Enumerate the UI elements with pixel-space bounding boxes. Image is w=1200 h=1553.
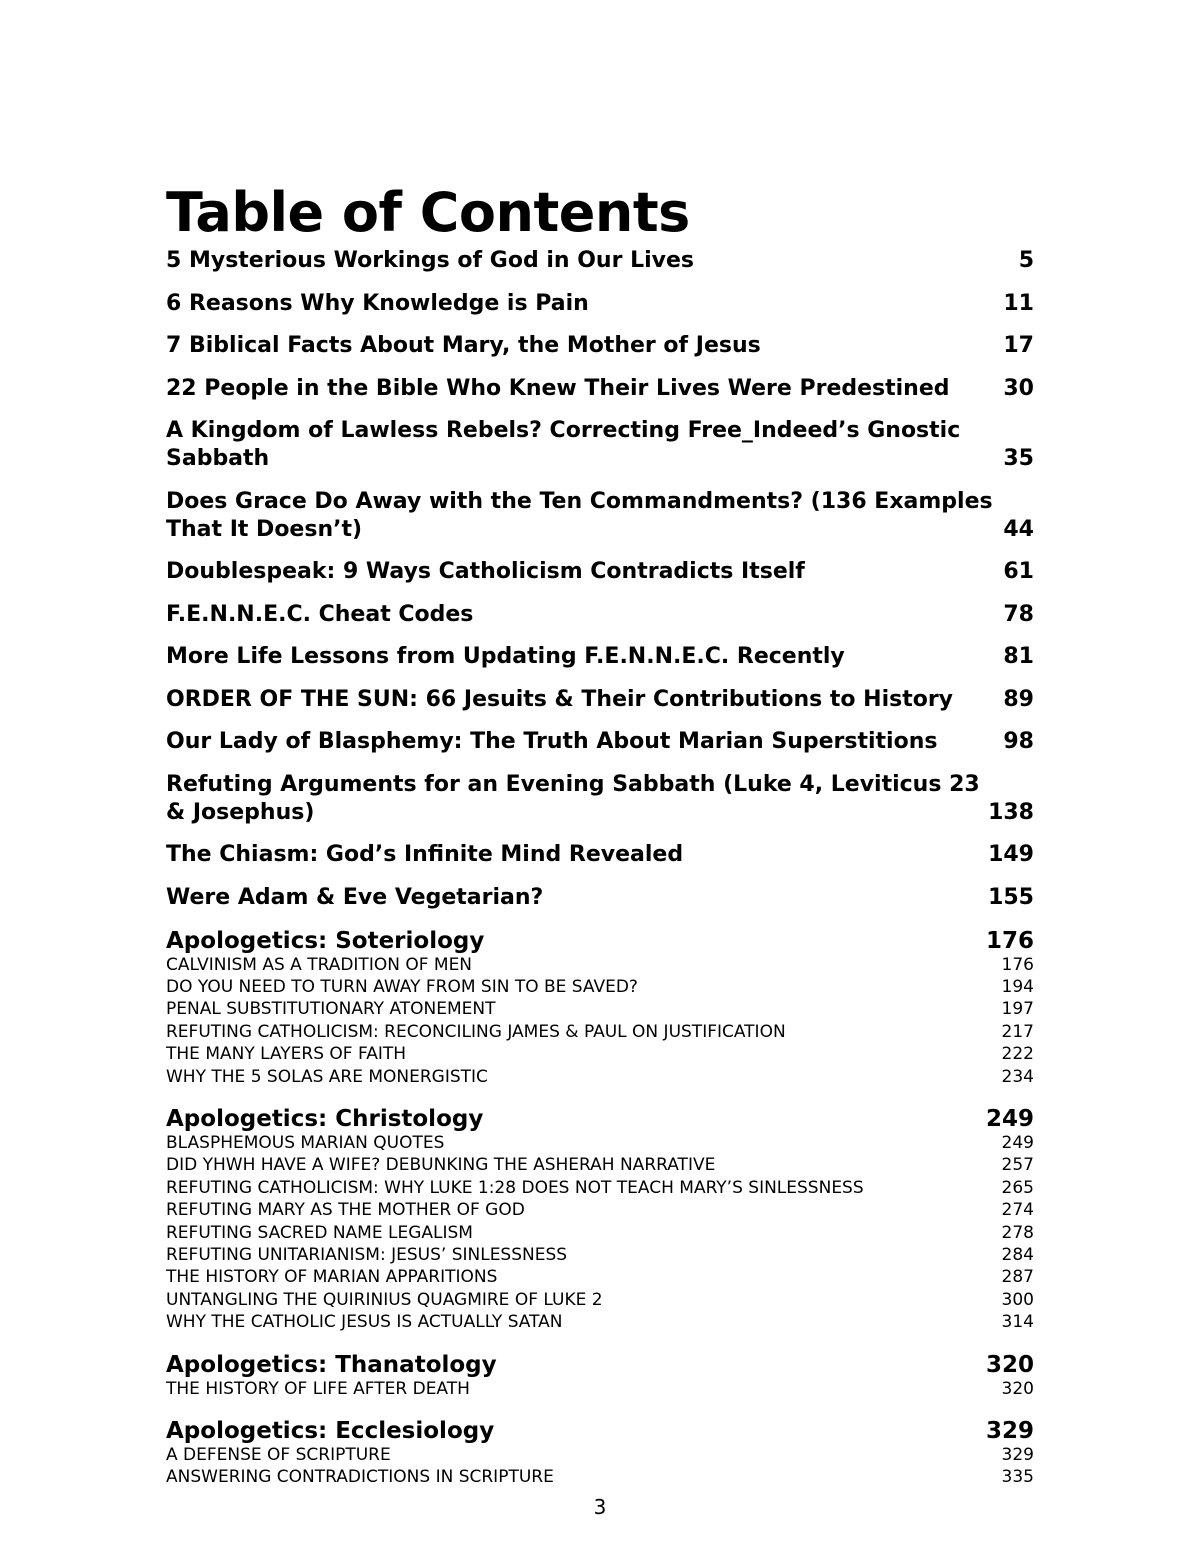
toc-subentry[interactable] <box>166 1043 1034 1065</box>
entry-title: Does Grace Do Away with the Ten Commandments? (136 Examples That It Doesn’t) <box>166 488 993 542</box>
entry-title: More Life Lessons from Updating F.E.N.N.E.C. Recently <box>166 644 845 669</box>
section-page: 320 <box>985 1351 1034 1378</box>
toc-subentry[interactable] <box>166 1066 1034 1088</box>
subentry-title: PENAL SUBSTITUTIONARY ATONEMENT <box>166 999 496 1020</box>
subentry-title: A DEFENSE OF SCRIPTURE <box>166 1445 391 1465</box>
entry-page: 61 <box>1003 559 1034 584</box>
section-items <box>166 1378 1034 1400</box>
toc-subentry[interactable] <box>166 1222 1034 1244</box>
subentry-page: 329 <box>1001 1445 1034 1465</box>
subentry-title: THE MANY LAYERS OF FAITH <box>166 1044 407 1065</box>
subentry-title: THE HISTORY OF MARIAN APPARITIONS <box>166 1267 498 1288</box>
toc-subentry[interactable] <box>166 1378 1034 1400</box>
section-items <box>166 1132 1034 1334</box>
subentry-page: 287 <box>1001 1267 1034 1288</box>
subentry-title: BLASPHEMOUS MARIAN QUOTES <box>166 1132 445 1153</box>
section-heading[interactable] <box>166 1106 1034 1132</box>
subentry-title: REFUTING CATHOLICISM: WHY LUKE 1:28 DOES NOT TEACH MARY’S SINLESSNESS <box>166 1177 864 1198</box>
toc-subentry[interactable] <box>166 1154 1034 1176</box>
section-heading[interactable] <box>166 1418 1034 1444</box>
subentry-page: 222 <box>1001 1044 1034 1065</box>
entry-title: 22 People in the Bible Who Knew Their Lives Were Predestined <box>166 375 950 401</box>
subentry-title: REFUTING MARY AS THE MOTHER OF GOD <box>166 1200 525 1221</box>
subentry-page: 314 <box>1001 1312 1034 1333</box>
toc-subentry[interactable] <box>166 1311 1034 1333</box>
entry-title: A Kingdom of Lawless Rebels? Correcting Free_Indeed’s Gnostic Sabbath <box>166 418 961 471</box>
subentry-page: 284 <box>1001 1244 1034 1265</box>
main-entries <box>166 247 1034 912</box>
subentry-page: 176 <box>1001 954 1034 975</box>
toc-entry[interactable] <box>166 290 1034 318</box>
section-items <box>166 954 1034 1088</box>
toc-entry[interactable] <box>166 247 1034 275</box>
subentry-page: 320 <box>1001 1378 1034 1399</box>
subentry-page: 278 <box>1001 1222 1034 1243</box>
toc-entry[interactable] <box>166 728 1034 756</box>
entry-title: Our Lady of Blasphemy: The Truth About Marian Superstitions <box>166 729 938 754</box>
subentry-title: ANSWERING CONTRADICTIONS IN SCRIPTURE <box>166 1467 554 1488</box>
entry-title: F.E.N.N.E.C. Cheat Codes <box>166 601 474 627</box>
toc-subentry[interactable] <box>166 1021 1034 1043</box>
section-page: 249 <box>985 1105 1034 1132</box>
toc-subentry[interactable] <box>166 1132 1034 1154</box>
subentry-title: REFUTING UNITARIANISM: JESUS’ SINLESSNESS <box>166 1244 568 1265</box>
subentry-page: 274 <box>1001 1200 1034 1221</box>
subentry-title: DID YHWH HAVE A WIFE? DEBUNKING THE ASHERAH NARRATIVE <box>166 1155 716 1176</box>
entry-title: 5 Mysterious Workings of God in Our Lives <box>166 248 695 273</box>
entry-title: 7 Biblical Facts About Mary, the Mother of Jesus <box>166 333 761 358</box>
section-items <box>166 1444 1034 1489</box>
subentry-page: 265 <box>1001 1177 1034 1198</box>
toc-subentry[interactable] <box>166 976 1034 998</box>
toc-subentry[interactable] <box>166 1444 1034 1466</box>
section-title: Apologetics: Christology <box>166 1105 484 1132</box>
toc-subentry[interactable] <box>166 1177 1034 1199</box>
toc-entry[interactable] <box>166 643 1034 671</box>
toc-subentry[interactable] <box>166 998 1034 1020</box>
section-page: 329 <box>985 1418 1034 1444</box>
entry-page: 5 <box>1018 248 1034 273</box>
toc-subentry[interactable] <box>166 1244 1034 1266</box>
toc-entry[interactable] <box>166 488 1034 544</box>
subentry-page: 335 <box>1001 1467 1034 1488</box>
subentry-title: THE HISTORY OF LIFE AFTER DEATH <box>166 1378 470 1399</box>
toc-title: Table of Contents <box>166 181 690 244</box>
toc-entry[interactable] <box>166 332 1034 360</box>
subentry-page: 234 <box>1001 1066 1034 1087</box>
entry-page: 11 <box>1003 290 1034 316</box>
entry-page: 155 <box>988 884 1034 910</box>
toc-entry[interactable] <box>166 375 1034 403</box>
toc-entry[interactable] <box>166 558 1034 586</box>
section-page: 176 <box>985 927 1034 954</box>
toc-entry[interactable] <box>166 771 1034 827</box>
subentry-page: 257 <box>1001 1155 1034 1176</box>
toc-entry[interactable] <box>166 841 1034 869</box>
entry-page: 35 <box>1003 446 1034 471</box>
entry-page: 30 <box>1003 375 1034 401</box>
entry-title: Refuting Arguments for an Evening Sabbath (Luke 4, Leviticus 23 & Josephus) <box>166 771 980 825</box>
entry-page: 138 <box>988 799 1034 825</box>
subentry-title: UNTANGLING THE QUIRINIUS QUAGMIRE OF LUKE 2 <box>166 1289 603 1310</box>
entry-page: 89 <box>1003 686 1034 712</box>
subentry-page: 194 <box>1001 976 1034 997</box>
entry-page: 98 <box>1003 729 1034 754</box>
toc-section-soteriology <box>166 928 1034 1088</box>
subentry-page: 249 <box>1001 1132 1034 1153</box>
page-number: 3 <box>593 1495 607 1519</box>
section-title: Apologetics: Thanatology <box>166 1351 497 1378</box>
toc-entry[interactable] <box>166 686 1034 714</box>
section-heading[interactable] <box>166 928 1034 954</box>
subentry-title: DO YOU NEED TO TURN AWAY FROM SIN TO BE SAVED? <box>166 976 638 997</box>
section-heading[interactable] <box>166 1352 1034 1378</box>
table-of-contents <box>166 179 1034 1507</box>
section-title: Apologetics: Ecclesiology <box>166 1418 495 1444</box>
entry-page: 78 <box>1003 601 1034 627</box>
toc-subentry[interactable] <box>166 1466 1034 1488</box>
entry-page: 149 <box>988 842 1034 867</box>
entry-title: Doublespeak: 9 Ways Catholicism Contradicts Itself <box>166 559 805 584</box>
toc-section-christology <box>166 1106 1034 1334</box>
entry-title: Were Adam & Eve Vegetarian? <box>166 884 544 910</box>
entry-page: 81 <box>1003 644 1034 669</box>
toc-entry[interactable] <box>166 601 1034 629</box>
subentry-page: 197 <box>1001 999 1034 1020</box>
toc-section-thanatology <box>166 1352 1034 1400</box>
toc-subentry[interactable] <box>166 954 1034 976</box>
subentry-title: REFUTING SACRED NAME LEGALISM <box>166 1222 473 1243</box>
subentry-page: 217 <box>1001 1021 1034 1042</box>
entry-title: ORDER OF THE SUN: 66 Jesuits & Their Contributions to History <box>166 686 954 712</box>
entry-title: 6 Reasons Why Knowledge is Pain <box>166 290 589 316</box>
toc-entry[interactable] <box>166 417 1034 473</box>
entry-title: The Chiasm: God’s Infinite Mind Revealed <box>166 842 684 867</box>
subentry-title: REFUTING CATHOLICISM: RECONCILING JAMES & PAUL ON JUSTIFICATION <box>166 1021 786 1042</box>
entry-page: 44 <box>1003 516 1034 542</box>
toc-section-ecclesiology <box>166 1418 1034 1489</box>
subentry-page: 300 <box>1001 1289 1034 1310</box>
toc-subentry[interactable] <box>166 1199 1034 1221</box>
toc-subentry[interactable] <box>166 1266 1034 1288</box>
subentry-title: WHY THE CATHOLIC JESUS IS ACTUALLY SATAN <box>166 1312 563 1333</box>
toc-entry[interactable] <box>166 884 1034 912</box>
section-title: Apologetics: Soteriology <box>166 927 485 954</box>
subentry-title: WHY THE 5 SOLAS ARE MONERGISTIC <box>166 1066 488 1087</box>
entry-page: 17 <box>1003 333 1034 358</box>
toc-subentry[interactable] <box>166 1289 1034 1311</box>
subentry-title: CALVINISM AS A TRADITION OF MEN <box>166 954 473 975</box>
